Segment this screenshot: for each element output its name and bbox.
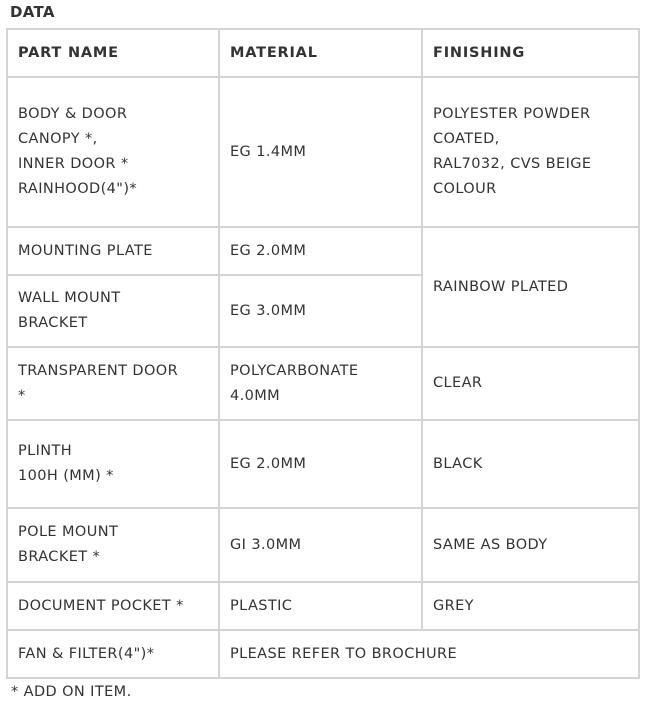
part-name-line: WALL MOUNT: [18, 290, 121, 306]
material-cell: EG 2.0MM: [219, 420, 422, 508]
parts-table: [6, 28, 640, 679]
finishing-cell: RAINBOW PLATED: [422, 227, 639, 347]
part-name-line: PLINTH: [18, 443, 73, 459]
part-name-line: RAINHOOD(4")*: [18, 181, 138, 197]
finishing-line: RAL7032, CVS BEIGE: [433, 156, 592, 172]
part-name-cell: FAN & FILTER(4")*: [7, 630, 219, 678]
finishing-cell: SAME AS BODY: [422, 508, 639, 582]
material-line: 4.0MM: [230, 387, 281, 404]
part-name-cell: [7, 275, 219, 347]
part-name-line: TRANSPARENT DOOR: [18, 362, 179, 379]
part-name-cell: [7, 420, 219, 508]
table-row: [7, 582, 639, 630]
material-finishing-cell: PLEASE REFER TO BROCHURE: [219, 630, 639, 678]
part-name-line: BRACKET: [18, 315, 88, 331]
table-row: [7, 420, 639, 508]
material-cell: [219, 347, 422, 420]
finishing-line: COLOUR: [433, 181, 497, 197]
part-name-line: 100H (MM) *: [18, 468, 114, 484]
material-cell: EG 3.0MM: [219, 275, 422, 347]
material-cell: EG 2.0MM: [219, 227, 422, 275]
part-name-line: BRACKET *: [18, 549, 101, 565]
part-name-line: *: [18, 387, 26, 404]
header-finishing: FINISHING: [422, 29, 639, 77]
material-cell: EG 1.4MM: [219, 77, 422, 227]
material-line: POLYCARBONATE: [230, 362, 359, 379]
finishing-line: COATED,: [433, 131, 500, 147]
part-name-line: POLE MOUNT: [18, 524, 119, 540]
table-row: [7, 347, 639, 420]
header-part-name: PART NAME: [7, 29, 219, 77]
table-header-row: [7, 29, 639, 77]
part-name-line: BODY & DOOR: [18, 106, 128, 122]
header-material: MATERIAL: [219, 29, 422, 77]
table-row: [7, 77, 639, 227]
part-name-line: INNER DOOR *: [18, 156, 129, 172]
part-name-cell: DOCUMENT POCKET *: [7, 582, 219, 630]
footnote: * ADD ON ITEM.: [11, 684, 132, 700]
table-row: [7, 630, 639, 678]
finishing-cell: [422, 77, 639, 227]
finishing-cell: CLEAR: [422, 347, 639, 420]
section-title: DATA: [10, 3, 55, 21]
part-name-cell: [7, 347, 219, 420]
table-row: [7, 508, 639, 582]
part-name-cell: MOUNTING PLATE: [7, 227, 219, 275]
finishing-cell: GREY: [422, 582, 639, 630]
part-name-cell: [7, 77, 219, 227]
part-name-cell: [7, 508, 219, 582]
part-name-line: CANOPY *,: [18, 131, 98, 147]
finishing-line: POLYESTER POWDER: [433, 106, 591, 122]
table-row: [7, 227, 639, 275]
finishing-cell: BLACK: [422, 420, 639, 508]
material-cell: PLASTIC: [219, 582, 422, 630]
material-cell: GI 3.0MM: [219, 508, 422, 582]
